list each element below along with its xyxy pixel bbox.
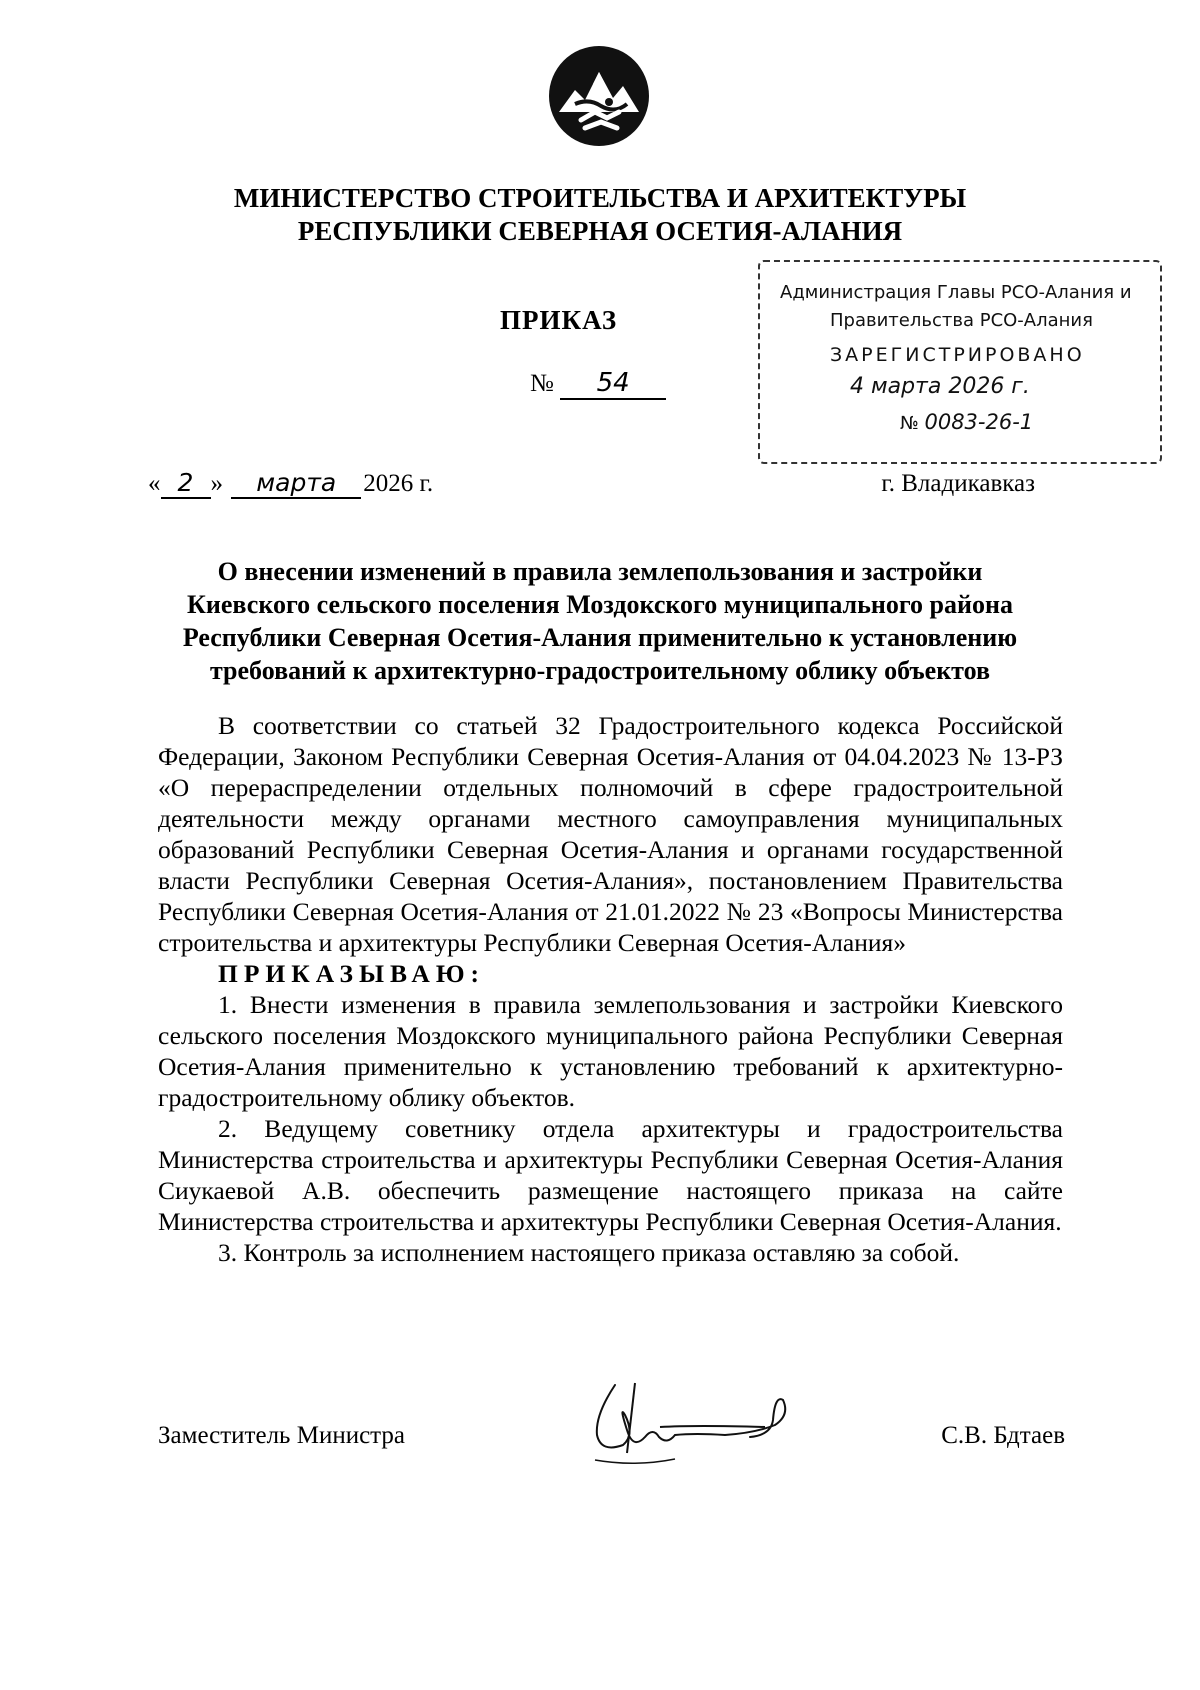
- order-item-2: 2. Ведущему советнику отдела архитектуры и градостроительства Министерства строительства и архитектуры Республики Северная Осетия-Алания Сиукаевой А.В. обеспечить размещение настоящего приказа на сайте Министерства строительства и архитектуры Республики Северная Осетия-Алания.: [158, 1114, 1063, 1236]
- order-date: [148, 468, 433, 499]
- number-value: 54: [560, 368, 666, 400]
- stamp-date: 4 марта 2026 г.: [850, 374, 1030, 399]
- city: г. Владикавказ: [881, 470, 1035, 497]
- stamp-line-2: Правительства РСО-Алания: [830, 310, 1093, 331]
- republic-emblem-icon: [545, 42, 653, 150]
- date-open-quote: «: [148, 470, 161, 497]
- ministry-line-2: РЕСПУБЛИКИ СЕВЕРНАЯ ОСЕТИЯ-АЛАНИЯ: [297, 216, 903, 246]
- stamp-reg-prefix: №: [900, 413, 919, 434]
- order-title: ПРИКАЗ: [500, 305, 618, 335]
- subject-line-4: требований к архитектурно-градостроительному облику объектов: [209, 656, 991, 685]
- date-day: 2: [161, 468, 211, 499]
- stamp-reg-value: 0083-26-1: [924, 410, 1034, 434]
- subject-line-2: Киевского сельского поселения Моздокского муниципального района: [187, 590, 1013, 619]
- handwritten-signature: [575, 1375, 810, 1475]
- stamp-reg-number: [900, 410, 1033, 434]
- number-prefix: №: [530, 370, 554, 397]
- preamble: В соответствии со статьей 32 Градостроительного кодекса Российской Федерации, Законом Республики Северная Осетия-Алания от 04.04.2023 № 13-РЗ «О перераспределении отдельных полномочий в сфере градостроительной деятельности между органами местного самоуправления муниципальных образований Республики Северная Осетия-Алания и органами государственной власти Республики Северная Осетия-Алания», постановлением Правительства Республики Северная Осетия-Алания от 21.01.2022 № 23 «Вопросы Министерства строительства и архитектуры Республики Северная Осетия-Алания»: [158, 711, 1063, 957]
- order-item-1: 1. Внести изменения в правила землепользования и застройки Киевского сельского поселения Моздокского муниципального района Республики Северная Осетия-Алания применительно к установлению требований к архитектурно-градостроительному облику объектов.: [158, 990, 1063, 1112]
- ministry-line-1: МИНИСТЕРСТВО СТРОИТЕЛЬСТВА И АРХИТЕКТУРЫ: [233, 183, 967, 213]
- order-item-3: 3. Контроль за исполнением настоящего приказа оставляю за собой.: [218, 1238, 960, 1267]
- stamp-line-1: Администрация Главы РСО-Алания и: [780, 282, 1132, 303]
- date-close-quote: »: [210, 470, 223, 497]
- stamp-registered: ЗАРЕГИСТРИРОВАНО: [830, 344, 1085, 366]
- order-subject: [150, 555, 1050, 687]
- signatory-position: Заместитель Министра: [158, 1422, 405, 1449]
- date-year: 2026 г.: [363, 470, 434, 497]
- date-month: марта: [231, 468, 361, 499]
- order-number: [530, 368, 666, 400]
- signatory-name: С.В. Бдтаев: [941, 1422, 1065, 1449]
- subject-line-1: О внесении изменений в правила землепользования и застройки: [217, 557, 983, 586]
- subject-line-3: Республики Северная Осетия-Алания применительно к установлению: [182, 623, 1018, 652]
- order-body: [158, 710, 1063, 1268]
- registration-stamp: [758, 260, 1162, 464]
- ministry-name: [150, 182, 1050, 248]
- command-word: ПРИКАЗЫВАЮ:: [218, 959, 486, 988]
